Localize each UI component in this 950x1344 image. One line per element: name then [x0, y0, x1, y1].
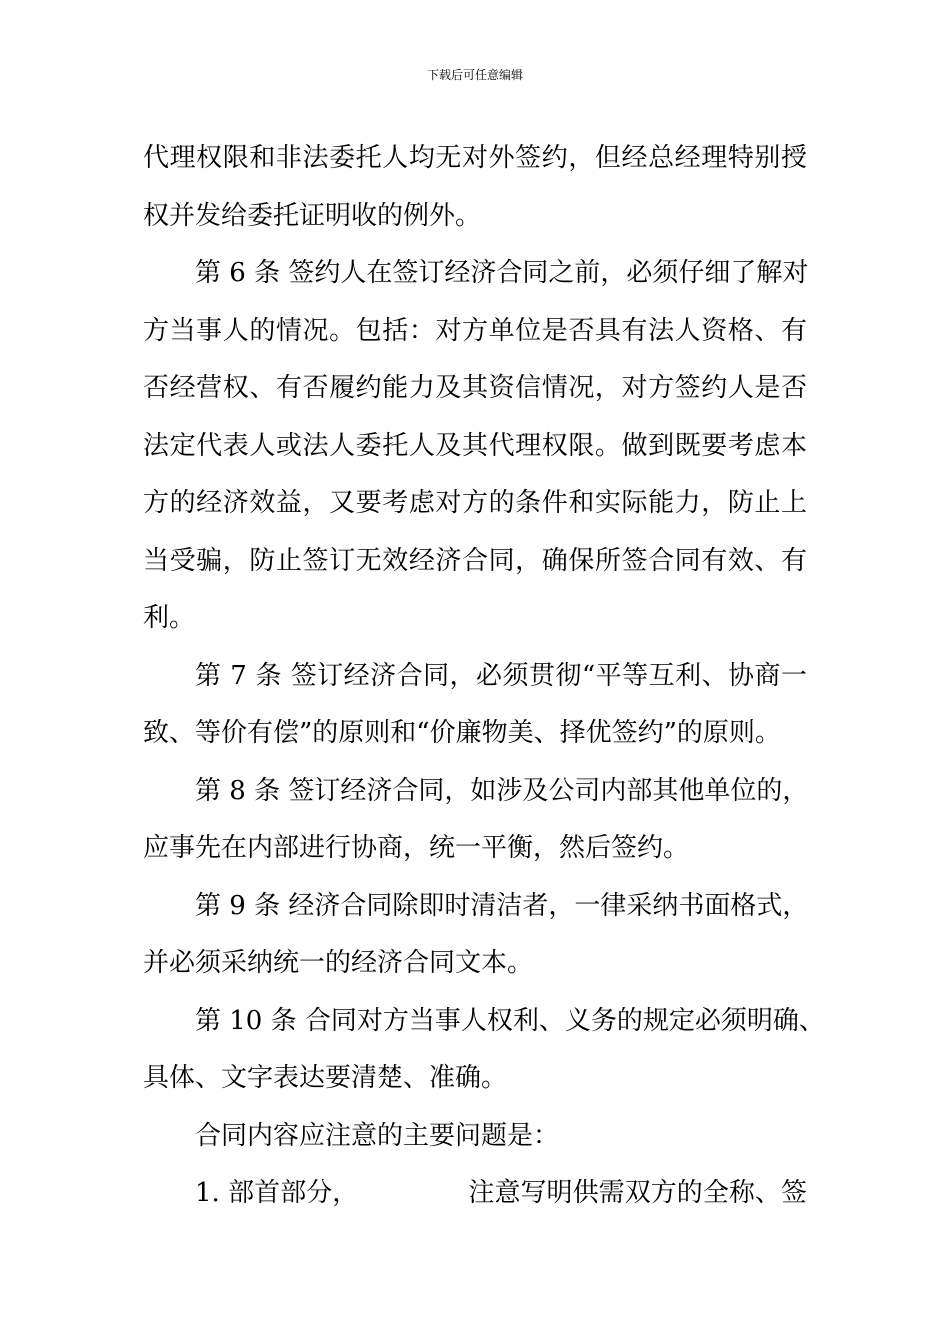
- text-line: 应事先在内部进行协商，统一平衡，然后签约。: [143, 833, 690, 863]
- article-10-line: 第 10 条 合同对方当事人权利、义务的规定必须明确、: [195, 1005, 825, 1036]
- text-line: 利。: [143, 603, 196, 633]
- article-7-line: 第 7 条 签订经济合同，必须贯彻“平等互利、协商一: [195, 660, 807, 691]
- list-item-1-line: [143, 1165, 807, 1223]
- text-line: 否经营权、有否履约能力及其资信情况，对方签约人是否: [143, 373, 807, 403]
- text-line: 方当事人的情况。包括：对方单位是否具有法人资格、有: [143, 315, 807, 346]
- text-line: 当受骗，防止签订无效经济合同，确保所签合同有效、有: [143, 545, 807, 576]
- article-6-line: 第 6 条 签约人在签订经济合同之前，必须仔细了解对: [195, 258, 809, 288]
- text-line: 法定代表人或法人委托人及其代理权限。做到既要考虑本: [143, 430, 807, 461]
- list-item-1-text: 注意写明供需双方的全称、签: [468, 1178, 807, 1208]
- document-body: [143, 130, 825, 1223]
- text-line: 代理权限和非法委托人均无对外签约，但经总经理特别授: [143, 143, 807, 173]
- text-line: 权并发给委托证明收的例外。: [143, 200, 482, 231]
- page-header: 下载后可任意编辑: [426, 68, 523, 82]
- text-line: 具体、文字表达要清楚、准确。: [143, 1063, 508, 1093]
- section-intro-line: 合同内容应注意的主要问题是：: [195, 1120, 560, 1151]
- article-9-line: 第 9 条 经济合同除即时清洁者，一律采纳书面格式，: [195, 890, 809, 921]
- text-line: 方的经济效益，又要考虑对方的条件和实际能力，防止上: [143, 488, 807, 518]
- article-8-line: 第 8 条 签订经济合同，如涉及公司内部其他单位的，: [195, 775, 809, 806]
- text-line: 并必须采纳统一的经济合同文本。: [143, 948, 534, 978]
- text-line: 致、等价有偿”的原则和“价廉物美、择优签约”的原则。: [143, 718, 781, 748]
- list-item-1-label: 1. 部首部分，: [195, 1178, 359, 1208]
